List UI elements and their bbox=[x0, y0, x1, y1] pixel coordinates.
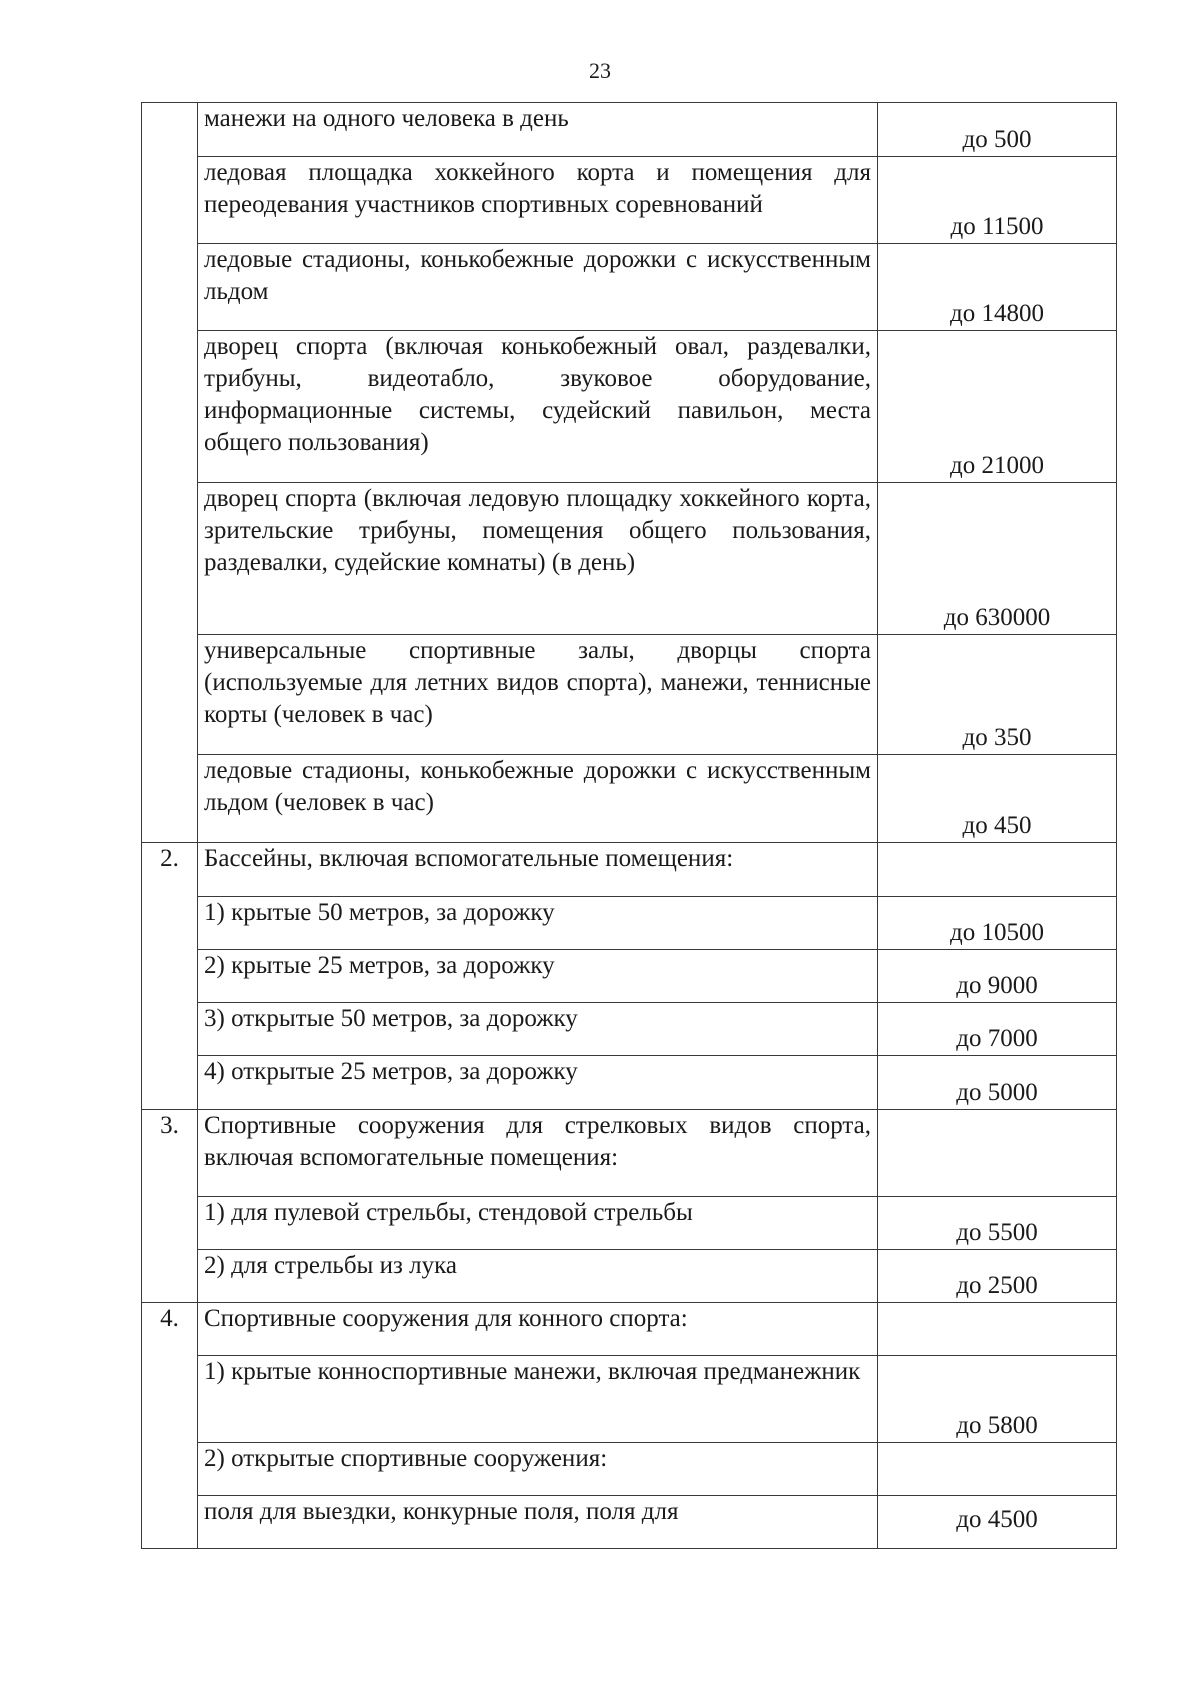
row-description: 2) для стрельбы из лука bbox=[198, 1250, 878, 1303]
row-description: ледовые стадионы, конькобежные дорожки с искусственным льдом bbox=[198, 244, 878, 331]
row-description: 4) открытые 25 метров, за дорожку bbox=[198, 1056, 878, 1110]
row-value: до 630000 bbox=[878, 483, 1117, 635]
row-number bbox=[142, 331, 198, 483]
table-row bbox=[142, 244, 1117, 331]
row-number bbox=[142, 1250, 198, 1303]
row-number: 3. bbox=[142, 1110, 198, 1197]
row-number bbox=[142, 755, 198, 843]
row-description: ледовая площадка хоккейного корта и помещения для переодевания участников спортивных соревнований bbox=[198, 157, 878, 244]
row-number bbox=[142, 1443, 198, 1496]
table-row bbox=[142, 1250, 1117, 1303]
row-number bbox=[142, 950, 198, 1003]
row-value: до 21000 bbox=[878, 331, 1117, 483]
row-description: 1) крытые конноспортивные манежи, включая предманежник bbox=[198, 1356, 878, 1443]
row-description: поля для выездки, конкурные поля, поля для bbox=[198, 1496, 878, 1549]
row-description: дворец спорта (включая конькобежный овал, раздевалки, трибуны, видеотабло, звуковое оборудование, информационные системы, судейский павильон, места общего пользования) bbox=[198, 331, 878, 483]
row-number bbox=[142, 1496, 198, 1549]
row-value: до 10500 bbox=[878, 897, 1117, 950]
table-row bbox=[142, 1496, 1117, 1549]
tariff-table bbox=[141, 102, 1117, 1549]
row-number: 2. bbox=[142, 843, 198, 897]
row-description: универсальные спортивные залы, дворцы спорта (используемые для летних видов спорта), манежи, теннисные корты (человек в час) bbox=[198, 635, 878, 755]
row-number bbox=[142, 1003, 198, 1056]
row-description: 1) крытые 50 метров, за дорожку bbox=[198, 897, 878, 950]
row-number bbox=[142, 1056, 198, 1110]
row-description: Бассейны, включая вспомогательные помещения: bbox=[198, 843, 878, 897]
table-row bbox=[142, 1303, 1117, 1356]
row-number bbox=[142, 157, 198, 244]
row-description: 1) для пулевой стрельбы, стендовой стрельбы bbox=[198, 1197, 878, 1250]
table-row bbox=[142, 1356, 1117, 1443]
table-row bbox=[142, 843, 1117, 897]
table-row bbox=[142, 1056, 1117, 1110]
table-row bbox=[142, 1443, 1117, 1496]
row-number bbox=[142, 103, 198, 157]
row-value bbox=[878, 1110, 1117, 1197]
row-description: Спортивные сооружения для конного спорта: bbox=[198, 1303, 878, 1356]
table-row bbox=[142, 331, 1117, 483]
row-value: до 9000 bbox=[878, 950, 1117, 1003]
row-description: 2) открытые спортивные сооружения: bbox=[198, 1443, 878, 1496]
row-value: до 5000 bbox=[878, 1056, 1117, 1110]
table-row bbox=[142, 1110, 1117, 1197]
table-row bbox=[142, 1003, 1117, 1056]
row-value: до 11500 bbox=[878, 157, 1117, 244]
row-value: до 4500 bbox=[878, 1496, 1117, 1549]
table-row bbox=[142, 635, 1117, 755]
row-number bbox=[142, 1356, 198, 1443]
table-row bbox=[142, 1197, 1117, 1250]
row-number bbox=[142, 897, 198, 950]
table-row bbox=[142, 950, 1117, 1003]
row-value: до 14800 bbox=[878, 244, 1117, 331]
row-value: до 7000 bbox=[878, 1003, 1117, 1056]
table-row bbox=[142, 483, 1117, 635]
page-number: 23 bbox=[589, 58, 611, 83]
row-number bbox=[142, 1197, 198, 1250]
row-description: ледовые стадионы, конькобежные дорожки с искусственным льдом (человек в час) bbox=[198, 755, 878, 843]
row-value bbox=[878, 843, 1117, 897]
row-number bbox=[142, 635, 198, 755]
row-value bbox=[878, 1303, 1117, 1356]
row-description: 2) крытые 25 метров, за дорожку bbox=[198, 950, 878, 1003]
table-row bbox=[142, 897, 1117, 950]
row-number: 4. bbox=[142, 1303, 198, 1356]
row-value: до 500 bbox=[878, 103, 1117, 157]
row-value: до 350 bbox=[878, 635, 1117, 755]
table-row bbox=[142, 103, 1117, 157]
row-value: до 450 bbox=[878, 755, 1117, 843]
row-value: до 5800 bbox=[878, 1356, 1117, 1443]
row-description: 3) открытые 50 метров, за дорожку bbox=[198, 1003, 878, 1056]
row-value: до 5500 bbox=[878, 1197, 1117, 1250]
row-description: дворец спорта (включая ледовую площадку хоккейного корта, зрительские трибуны, помещения общего пользования, раздевалки, судейские комнаты) (в день) bbox=[198, 483, 878, 635]
row-number bbox=[142, 483, 198, 635]
row-description: Спортивные сооружения для стрелковых видов спорта, включая вспомогательные помещения: bbox=[198, 1110, 878, 1197]
table-row bbox=[142, 157, 1117, 244]
row-description: манежи на одного человека в день bbox=[198, 103, 878, 157]
table-row bbox=[142, 755, 1117, 843]
row-number bbox=[142, 244, 198, 331]
row-value bbox=[878, 1443, 1117, 1496]
row-value: до 2500 bbox=[878, 1250, 1117, 1303]
